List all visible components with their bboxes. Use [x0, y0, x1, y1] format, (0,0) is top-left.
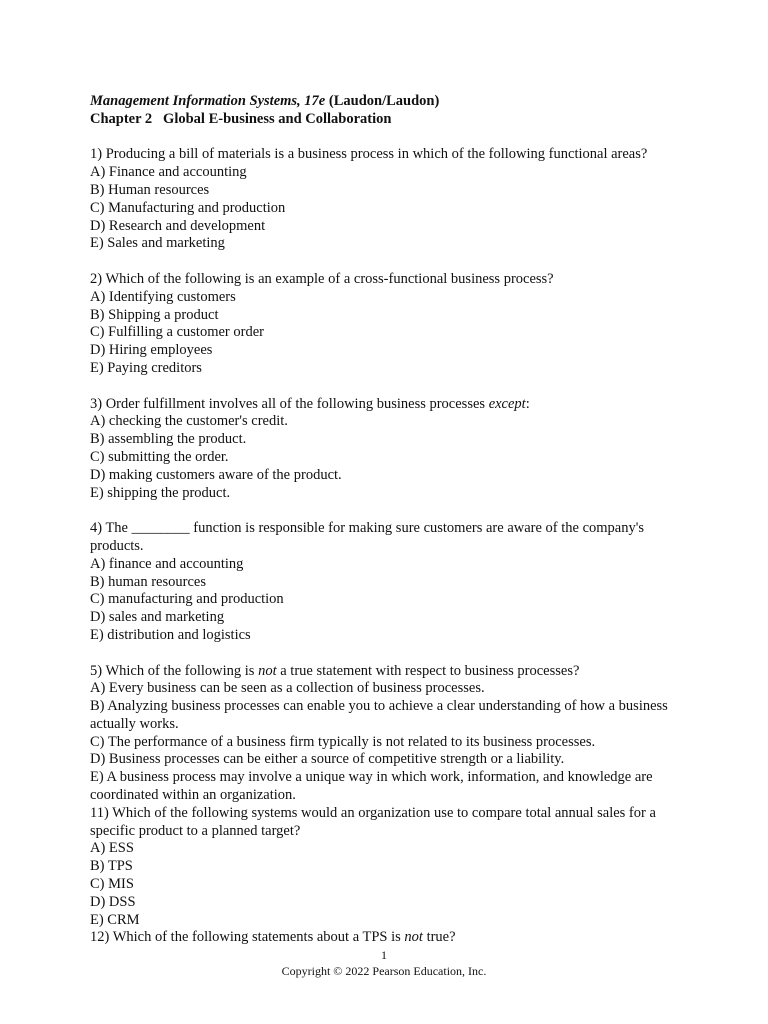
answer-option: D) sales and marketing — [90, 609, 225, 626]
answer-option: C) MIS — [90, 876, 134, 893]
question-5 — [90, 663, 690, 805]
page-number: 1 — [381, 948, 387, 962]
answer-option: A) Every business can be seen as a collection of business processes. — [90, 680, 485, 697]
answer-option: B) Human resources — [90, 181, 210, 198]
answer-option: A) finance and accounting — [90, 555, 244, 572]
answer-option: C) Fulfilling a customer order — [90, 324, 264, 341]
answer-option: E) CRM — [90, 911, 140, 928]
answer-option: B) Shipping a product — [90, 306, 219, 323]
answer-option: D) DSS — [90, 893, 136, 910]
emphasis-except: except — [488, 395, 526, 412]
emphasis-not: not — [258, 662, 277, 679]
answer-option: C) manufacturing and production — [90, 591, 284, 608]
answer-option: B) assembling the product. — [90, 431, 247, 448]
answer-option: B) Analyzing business processes can enable you to achieve a clear understanding of how a business actually works. — [90, 698, 668, 732]
answer-option: D) making customers aware of the product. — [90, 466, 342, 483]
document-page — [90, 93, 690, 947]
answer-option: A) Finance and accounting — [90, 164, 247, 181]
answer-option: A) Identifying customers — [90, 288, 236, 305]
question-text: 11) Which of the following systems would an organization use to compare total annual sales for a specific product to a planned target? — [90, 804, 656, 839]
emphasis-not: not — [404, 929, 423, 946]
answer-option: D) Business processes can be either a source of competitive strength or a liability. — [90, 751, 565, 768]
answer-option: E) A business process may involve a unique way in which work, information, and knowledge are coordinated within an organization. — [90, 769, 653, 804]
chapter-title: Chapter 2 Global E-business and Collaboration — [90, 110, 392, 127]
question-text: 5) Which of the following is not a true statement with respect to business processes? — [90, 662, 580, 679]
answer-option: A) ESS — [90, 840, 134, 857]
question-1 — [90, 146, 690, 253]
question-12 — [90, 929, 690, 947]
question-text: 2) Which of the following is an example of a cross-functional business process? — [90, 270, 554, 287]
answer-option: B) TPS — [90, 858, 133, 875]
question-4 — [90, 520, 690, 645]
answer-option: C) The performance of a business firm typically is not related to its business processes. — [90, 733, 596, 750]
answer-option: E) Paying creditors — [90, 359, 202, 376]
question-text: 3) Order fulfillment involves all of the following business processes except: — [90, 395, 530, 412]
answer-option: E) shipping the product. — [90, 484, 231, 501]
question-2 — [90, 271, 690, 378]
answer-option: D) Hiring employees — [90, 342, 213, 359]
question-text: 12) Which of the following statements about a TPS is not true? — [90, 929, 456, 946]
answer-option: D) Research and development — [90, 217, 266, 234]
question-text: 1) Producing a bill of materials is a business process in which of the following functional areas? — [90, 146, 648, 163]
answer-option: C) submitting the order. — [90, 448, 229, 465]
copyright-notice: Copyright © 2022 Pearson Education, Inc. — [281, 964, 487, 978]
question-3 — [90, 396, 690, 503]
answer-option: B) human resources — [90, 573, 206, 590]
book-title-line — [90, 93, 690, 111]
book-authors: (Laudon/Laudon) — [325, 93, 440, 109]
question-11 — [90, 805, 690, 930]
answer-option: A) checking the customer's credit. — [90, 413, 288, 430]
answer-option: C) Manufacturing and production — [90, 199, 286, 216]
answer-option: E) distribution and logistics — [90, 626, 251, 643]
question-text: 4) The ________ function is responsible for making sure customers are aware of the company's products. — [90, 520, 645, 554]
book-title: Management Information Systems, 17e — [90, 93, 326, 109]
answer-option: E) Sales and marketing — [90, 235, 225, 252]
